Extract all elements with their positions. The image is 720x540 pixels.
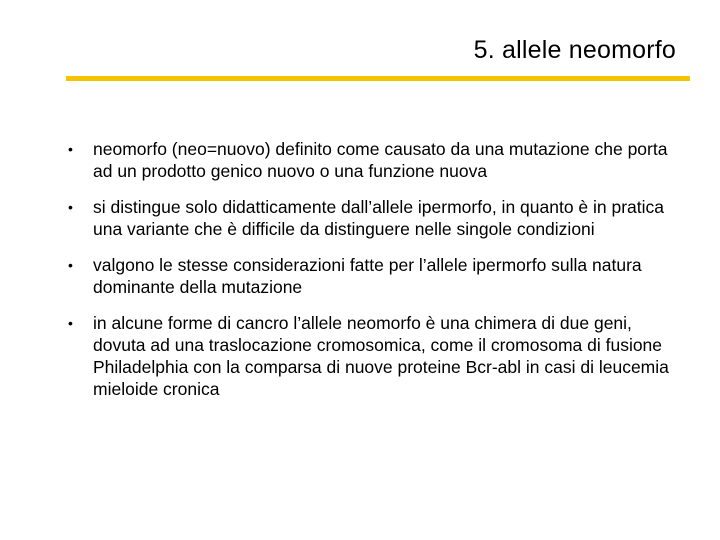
bullet-item	[66, 196, 670, 240]
bullet-text: valgono le stesse considerazioni fatte per l’allele ipermorfo sulla natura dominante della mutazione	[93, 255, 642, 297]
bullet-dot-icon: •	[68, 257, 73, 273]
bullet-dot-icon: •	[68, 315, 73, 331]
slide-title: 5. allele neomorfo	[473, 36, 676, 64]
bullet-text: neomorfo (neo=nuovo) definito come causato da una mutazione che porta ad un prodotto genico nuovo o una funzione nuova	[93, 139, 668, 181]
bullet-item	[66, 138, 670, 182]
bullet-dot-icon: •	[68, 199, 73, 215]
title-underline-rule	[66, 76, 690, 81]
bullet-dot-icon: •	[68, 141, 73, 157]
bullet-text: in alcune forme di cancro l’allele neomorfo è una chimera di due geni, dovuta ad una traslocazione cromosomica, come il cromosoma di fusione Philadelphia con la comparsa di nuove proteine Bcr-abl in casi di leucemia mieloide cronica	[93, 313, 669, 399]
bullet-text: si distingue solo didatticamente dall’allele ipermorfo, in quanto è in pratica una variante che è difficile da distinguere nelle singole condizioni	[93, 197, 665, 239]
bullet-item	[66, 254, 670, 298]
bullet-list	[66, 138, 670, 414]
bullet-item	[66, 312, 670, 400]
